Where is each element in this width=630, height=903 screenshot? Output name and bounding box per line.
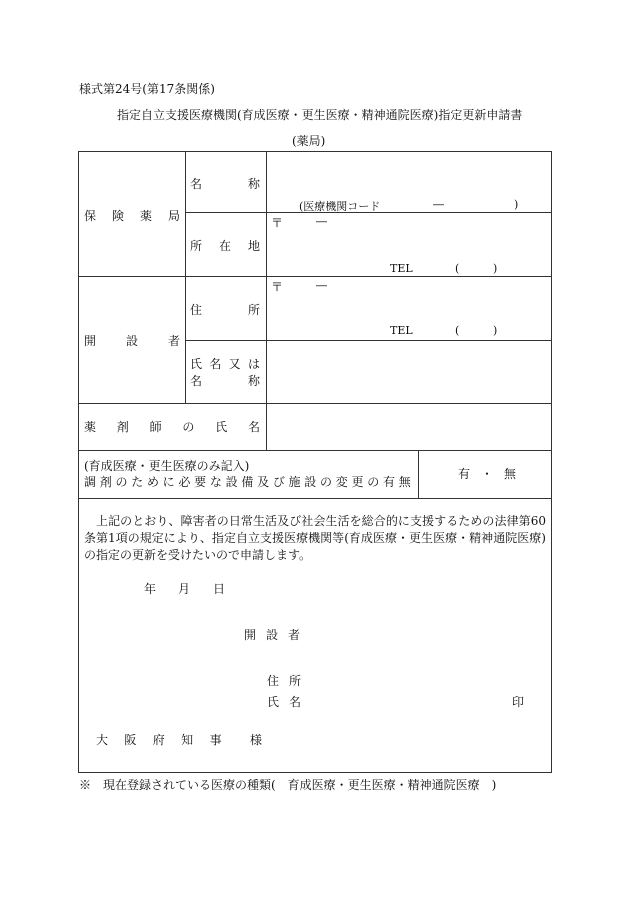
applicant-founder-label: 開 設 者 [244, 628, 300, 642]
institution-code-open: (医療機関コード [299, 200, 381, 213]
pharmacy-tel-close: ) [493, 262, 498, 275]
divider [266, 152, 267, 450]
pharmacist-name-label: 薬 剤 師 の 氏 名 [84, 420, 260, 434]
applicant-name-label: 氏 名 [267, 695, 301, 709]
seal-mark: 印 [512, 695, 525, 709]
date-day: 日 [213, 582, 226, 596]
institution-code-close: ) [514, 198, 519, 211]
divider [79, 450, 552, 451]
pharmacy-name-label: 名 称 [190, 177, 260, 191]
addressee: 大 阪 府 知 事 様 [96, 733, 262, 747]
divider [185, 340, 552, 341]
founder-name-label-line2: 名 称 [190, 374, 260, 388]
founder-address-label: 住 所 [190, 303, 260, 317]
founder-tel-open: ( [455, 324, 460, 337]
pharmacy-address-label: 所 在 地 [190, 239, 260, 253]
declaration-text: 上記のとおり、障害者の日常生活及び社会生活を総合的に支援するための法律第60条第1項の規定により、指定自立支援医療機関等(育成医療・更生医療・精神通院医療)の指定の更新を受けたいので申請します。 [84, 514, 546, 562]
equipment-label: 調 剤 の た め に 必 要 な 設 備 及 び 施 設 の 変 更 の 有 無 [84, 475, 411, 489]
equipment-yes[interactable]: 有 [458, 467, 471, 481]
divider [79, 276, 552, 277]
pharmacy-postal-dash: ― [316, 215, 327, 228]
founder-tel-close: ) [493, 324, 498, 337]
applicant-address-label: 住 所 [267, 674, 301, 688]
institution-code-dash: ― [433, 198, 444, 211]
pharmacy-section-label: 保 険 薬 局 [84, 209, 180, 223]
page-subtitle: (薬局) [292, 134, 326, 148]
founder-section-label: 開 設 者 [84, 334, 180, 348]
date-month: 月 [178, 582, 191, 596]
form-number: 様式第24号(第17条関係) [79, 82, 215, 96]
pharmacy-postal-mark: 〒 [271, 216, 284, 230]
divider [185, 152, 186, 403]
equipment-note: (育成医療・更生医療のみ記入) [84, 459, 250, 473]
divider [418, 450, 419, 498]
founder-name-label-line1: 氏 名 又 は [190, 357, 260, 371]
date-year: 年 [144, 582, 157, 596]
equipment-dot: ・ [481, 467, 494, 481]
pharmacy-tel-label: TEL [390, 262, 413, 275]
footnote: ※ 現在登録されている医療の種類( 育成医療・更生医療・精神通院医療 ) [79, 778, 497, 792]
pharmacy-tel-open: ( [455, 262, 460, 275]
equipment-no[interactable]: 無 [504, 467, 517, 481]
page-title: 指定自立支援医療機関(育成医療・更生医療・精神通院医療)指定更新申請書 [117, 108, 523, 122]
founder-postal-mark: 〒 [271, 280, 284, 294]
divider [79, 498, 552, 499]
founder-postal-dash: ― [316, 279, 327, 292]
founder-tel-label: TEL [390, 324, 413, 337]
divider [79, 403, 552, 404]
